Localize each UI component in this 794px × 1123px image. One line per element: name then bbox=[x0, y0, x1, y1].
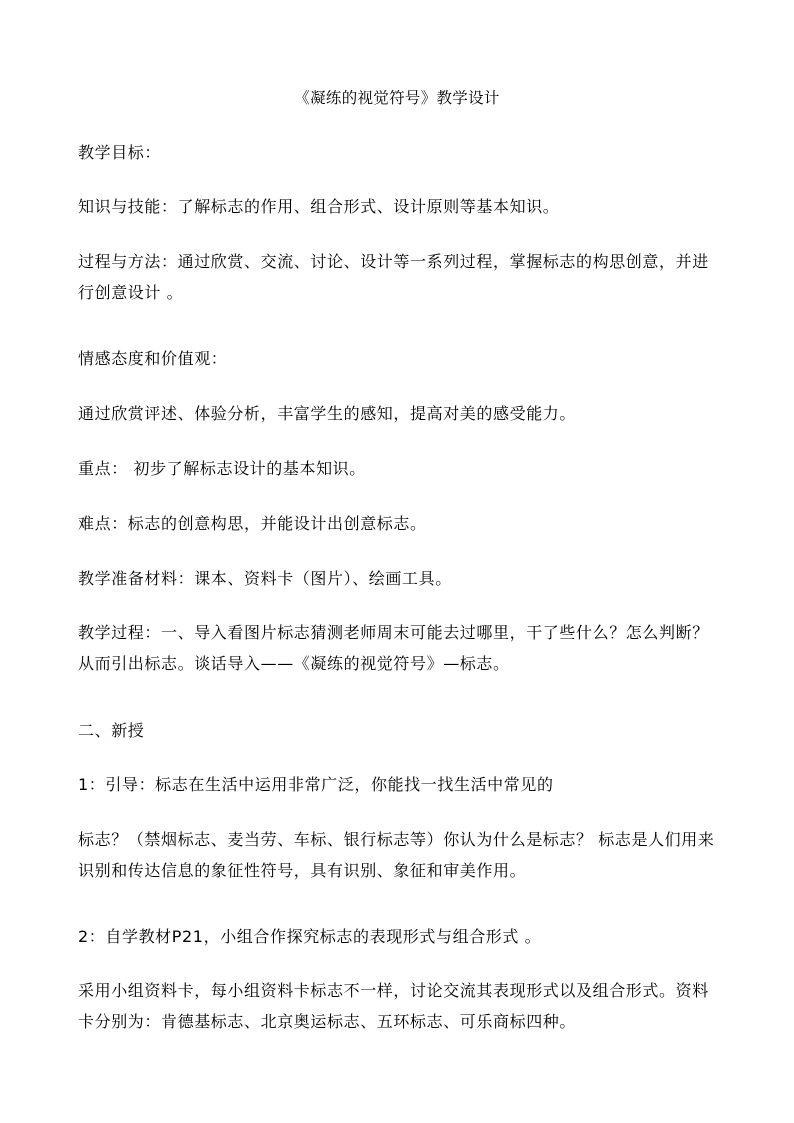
document-title: 《凝练的视觉符号》教学设计 bbox=[294, 89, 500, 107]
paragraph-teaching-goals: 教学目标： bbox=[78, 143, 162, 162]
paragraph-emotion-values: 通过欣赏评述、体验分析，丰富学生的感知，提高对美的感受能力。 bbox=[78, 404, 577, 423]
paragraph-key-points: 重点： 初步了解标志设计的基本知识。 bbox=[78, 459, 366, 478]
paragraph-teaching-process: 教学过程：一、导入看图片标志猜测老师周末可能去过哪里，干了些什么？怎么判断？从而引出标志。谈话导入——《凝练的视觉符号》—标志。 bbox=[78, 623, 709, 673]
paragraph-step-2: 2：自学教材P21，小组合作探究标志的表现形式与组合形式 。 bbox=[78, 927, 542, 946]
paragraph-difficulties: 难点：标志的创意构思，并能设计出创意标志。 bbox=[78, 514, 427, 533]
paragraph-materials: 教学准备材料：课本、资料卡（图片）、绘画工具。 bbox=[78, 569, 452, 588]
paragraph-knowledge-skills: 知识与技能：了解标志的作用、组合形式、设计原则等基本知识。 bbox=[78, 197, 560, 216]
paragraph-step-1-detail: 标志？（禁烟标志、麦当劳、车标、银行标志等）你认为什么是标志？ 标志是人们用来识别和传达信息的象征性符号，具有识别、象征和审美作用。 bbox=[78, 830, 715, 880]
paragraph-emotion-values-heading: 情感态度和价值观： bbox=[78, 349, 228, 368]
paragraph-step-2-detail: 采用小组资料卡，每小组资料卡标志不一样，讨论交流其表现形式以及组合形式。资料卡分别为：肯德基标志、北京奥运标志、五环标志、可乐商标四种。 bbox=[78, 981, 709, 1031]
paragraph-process-method: 过程与方法：通过欣赏、交流、讨论、设计等一系列过程，掌握标志的构思创意，并进行创意设计 。 bbox=[78, 252, 709, 302]
paragraph-step-1-intro: 1：引导：标志在生活中运用非常广泛，你能找一找生活中常见的 bbox=[78, 775, 554, 794]
paragraph-new-lesson: 二、新授 bbox=[78, 721, 145, 740]
